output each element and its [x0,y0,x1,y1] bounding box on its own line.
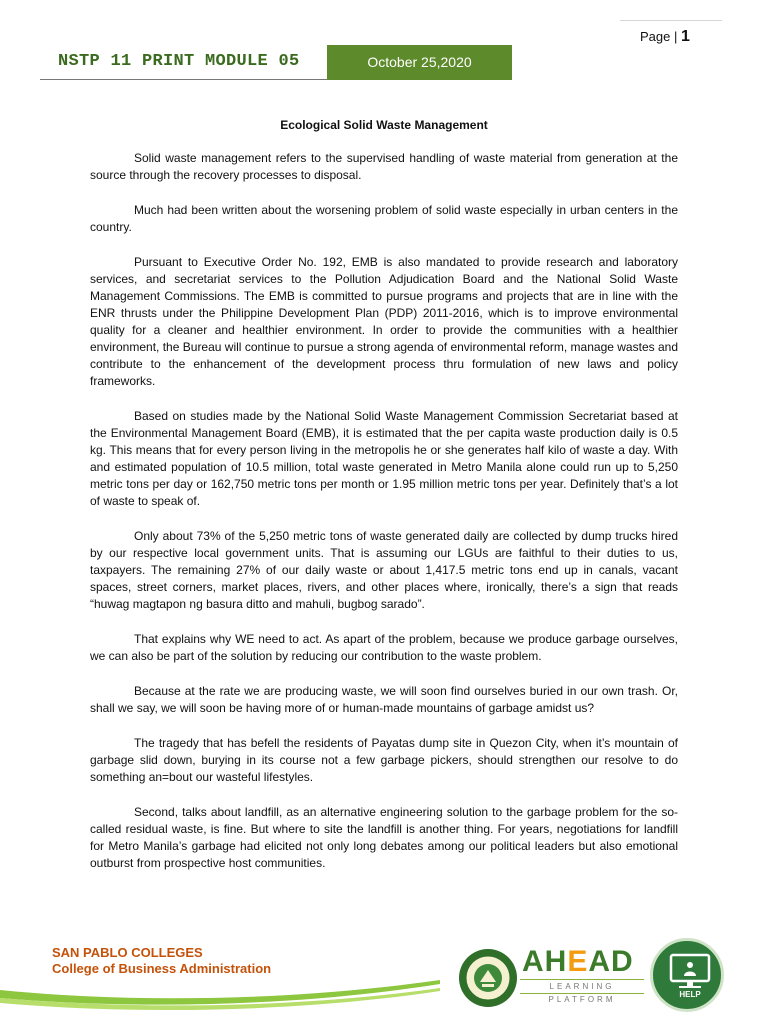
header-rule [620,20,722,21]
ahead-logo [522,946,634,978]
footer-dept: College of Business Administration [52,961,272,976]
footer-org: SAN PABLO COLLEGES [52,945,203,960]
learning-platform-label: LEARNING PLATFORM [520,979,644,994]
module-title-bar [40,45,512,81]
help-button[interactable] [650,938,724,1012]
page-number [640,28,690,46]
document-body [90,150,678,890]
brand-part: AD [588,945,634,978]
paragraph: Much had been written about the worsening problem of solid waste especially in urban centers in the country. [90,203,678,234]
module-date: October 25,2020 [327,45,512,80]
paragraph: Only about 73% of the 5,250 metric tons of waste generated daily are collected by dump trucks hired by our respective local government units. That is assuming our LGUs are faithful to their duties to us, taxpayers. The remaining 27% of our daily waste or about 1,417.5 metric tons end up in canals, vacant spaces, street corners, market places, rivers, and other places where, ironically, there’s a sign that reads “huwag magtapon ng basura ditto and mahuli, bugbog sarado”. [90,529,678,611]
paragraph: Solid waste management refers to the supervised handling of waste material from generation at the source through the recovery processes to disposal. [90,151,678,182]
paragraph: The tragedy that has befell the residents of Payatas dump site in Quezon City, when it’s mountain of garbage slid down, burying in its course not a few garbage pickers, should strengthen our resolve to do something an=bout our wasteful lifestyles. [90,736,678,784]
monitor-help-icon [653,941,727,991]
help-label: HELP [679,990,701,999]
paragraph: Second, talks about landfill, as an alternative engineering solution to the garbage problem for the so-called residual waste, is fine. But where to site the landfill is another thing. For years, negotiations for landfill for Metro Manila’s garbage had elicited not only long debates among our political leaders but also emotional outburst from prospective host communities. [90,805,678,870]
brand-part: AH [522,945,568,978]
paragraph: Pursuant to Executive Order No. 192, EMB is also mandated to provide research and laboratory services, and secretariat services to the Pollution Adjudication Board and the National Solid Waste Management Commissions. The EMB is committed to pursue programs and projects that are in line with the ENR thrusts under the Philippine Development Plan (PDP) 2011-2016, which is to improve environmental quality for a cleaner and healthier environment. In order to provide the communities with a healthier environment, the Bureau will continue to pursue a strong agenda of environmental reform, manage wastes and contribute to the enhancement of the development process thru formulation of new laws and policy frameworks. [90,255,678,388]
paragraph: Because at the rate we are producing waste, we will soon find ourselves buried in our own trash. Or, shall we say, we will soon be having more of or human-made mountains of garbage amidst us? [90,684,678,715]
paragraph: Based on studies made by the National Solid Waste Management Commission Secretariat based at the Environmental Management Board (EMB), it is estimated that the per capita waste production daily is 0.5 kg. This means that for every person living in the metropolis he or she generates half kilo of waste a day. With and estimated population of 10.5 million, total waste generated in Metro Manila alone could run up to 5,250 metric tons per day or 162,750 metric tons per month or 1.95 million metric tons per year. Definitely that’s a lot of waste to speak of. [90,409,678,508]
document-heading: Ecological Solid Waste Management [280,118,488,132]
brand-part: E [567,945,589,978]
school-seal-icon [458,948,518,1008]
page-label: Page | [640,29,678,44]
footer-swoosh [0,978,440,1024]
module-title: NSTP 11 PRINT MODULE 05 [58,52,300,71]
paragraph: That explains why WE need to act. As apart of the problem, because we produce garbage ourselves, we can also be part of the solution by reducing our contribution to the waste problem. [90,632,678,663]
title-underline [40,79,327,80]
page-number-value: 1 [680,28,690,45]
